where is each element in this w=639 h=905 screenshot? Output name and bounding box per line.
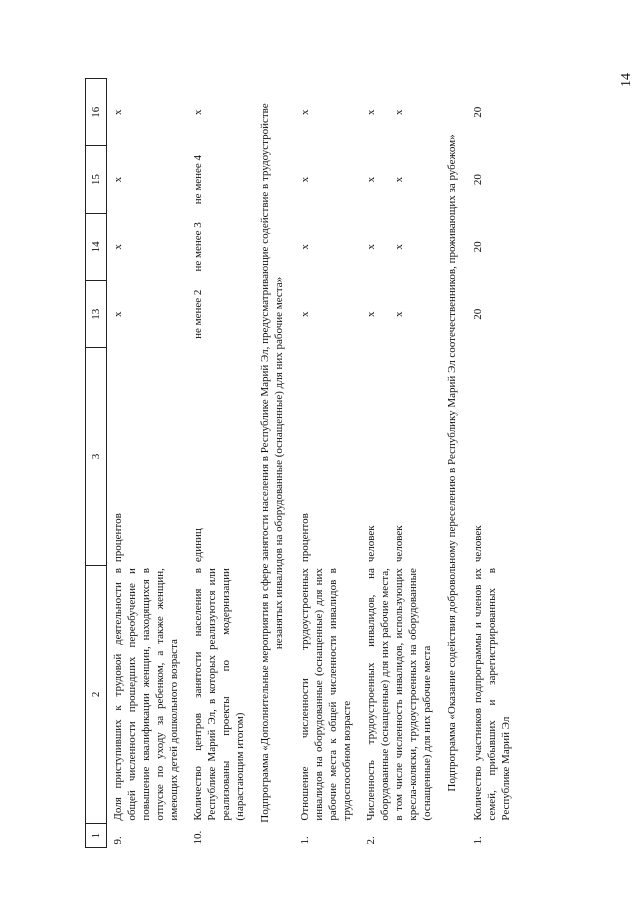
indicator-description: Количество центров занятости населения в Республике Марий Эл, в которых реализуются или реализованы проекты по модернизации (нарастающим итогом) (192, 568, 246, 821)
subprogram-heading: Подпрограмма «Оказание содействия добровольному переселению в Республику Марий Эл соотечественников, проживающих за рубежом» (446, 134, 458, 792)
value-second: х (393, 176, 405, 183)
header-col-2: 2 (86, 565, 107, 824)
value-col-15: х (112, 176, 124, 183)
value: х (365, 109, 377, 115)
value-second: х (393, 109, 405, 115)
value-col-15 (360, 146, 440, 213)
value-second: х (393, 311, 405, 317)
indicator-description: Доля приступивших к трудовой деятельности в общей численности прошедших переобучение и повышение квалификации женщин, находящихся в отпуске по уходу за ребенком, а также женщин, имеющих детей дошкольного возраста (112, 568, 180, 821)
table-row (107, 79, 188, 848)
value-second: х (393, 244, 405, 250)
header-col-1: 1 (86, 824, 107, 848)
table-row (187, 79, 253, 848)
header-col-14: 14 (86, 213, 107, 280)
page-number: 14 (619, 73, 634, 87)
value-col-14: 20 (472, 241, 484, 253)
value-col-15: х (299, 176, 311, 183)
value-col-16: х (192, 109, 204, 115)
value-col-16 (360, 79, 440, 146)
indicators-table (85, 78, 519, 848)
subprogram-heading-row (440, 79, 467, 848)
value-col-16: х (299, 109, 311, 115)
unit-cell: процентов (112, 513, 124, 563)
header-col-15: 15 (86, 146, 107, 213)
value-col-13 (360, 281, 440, 348)
unit-value-second: человек (393, 525, 405, 563)
rotated-table-page (85, 78, 630, 848)
header-col-13: 13 (86, 281, 107, 348)
table-row (467, 79, 519, 848)
value-col-14: х (299, 244, 311, 250)
indicator-description: Численность трудоустроенных инвалидов, на оборудованные (оснащенные) для них рабочие места, в том числе численность инвалидов, использующих кресла-коляски, трудоустроенных на оборудованные (оснащенные) для них рабочие места (365, 568, 433, 821)
subprogram-heading-row (253, 79, 294, 848)
row-number: 10. (192, 830, 204, 845)
header-col-16: 16 (86, 79, 107, 146)
value-col-13: х (112, 311, 124, 317)
value: х (365, 176, 377, 183)
value-col-13: не менее 2 (192, 289, 204, 339)
indicator-description: Количество участников подпрограммы и членов их семей, прибывших и зарегистрированных в Республике Марий Эл (472, 568, 512, 821)
value-col-16: х (112, 109, 124, 115)
unit-cell: человек (472, 525, 484, 563)
value-col-16: 20 (472, 106, 484, 118)
row-number: 2. (365, 836, 377, 845)
value-col-15: 20 (472, 174, 484, 186)
value: х (365, 311, 377, 317)
row-number: 1. (299, 836, 311, 845)
row-number: 9. (112, 836, 124, 845)
header-col-3: 3 (86, 348, 107, 565)
value-col-13: х (299, 311, 311, 317)
unit-cell (360, 348, 440, 565)
unit-cell: единиц (192, 528, 204, 563)
row-number: 1. (472, 836, 484, 845)
subprogram-heading: Подпрограмма «Дополнительные мероприятия в сфере занятости населения в Республике Марий Эл, предусматривающие содействие в трудоустройстве незанятых инвалидов на оборудованные (оснащенные) для них рабочие места» (259, 103, 285, 823)
value-col-14: не менее 3 (192, 222, 204, 272)
indicator-description: Отношение численности трудоустроенных инвалидов на оборудованные (оснащенные) для них рабочие места к общей численности инвалидов в трудоспособном возрасте (299, 568, 353, 821)
table-header-row (86, 79, 107, 848)
table-row (360, 79, 440, 848)
value-col-14 (360, 213, 440, 280)
value-col-13: 20 (472, 308, 484, 320)
unit-value: человек (365, 525, 377, 563)
value: х (365, 244, 377, 250)
unit-cell: процентов (299, 513, 311, 563)
value-col-14: х (112, 244, 124, 250)
value-col-15: не менее 4 (192, 154, 204, 205)
table-row (294, 79, 360, 848)
